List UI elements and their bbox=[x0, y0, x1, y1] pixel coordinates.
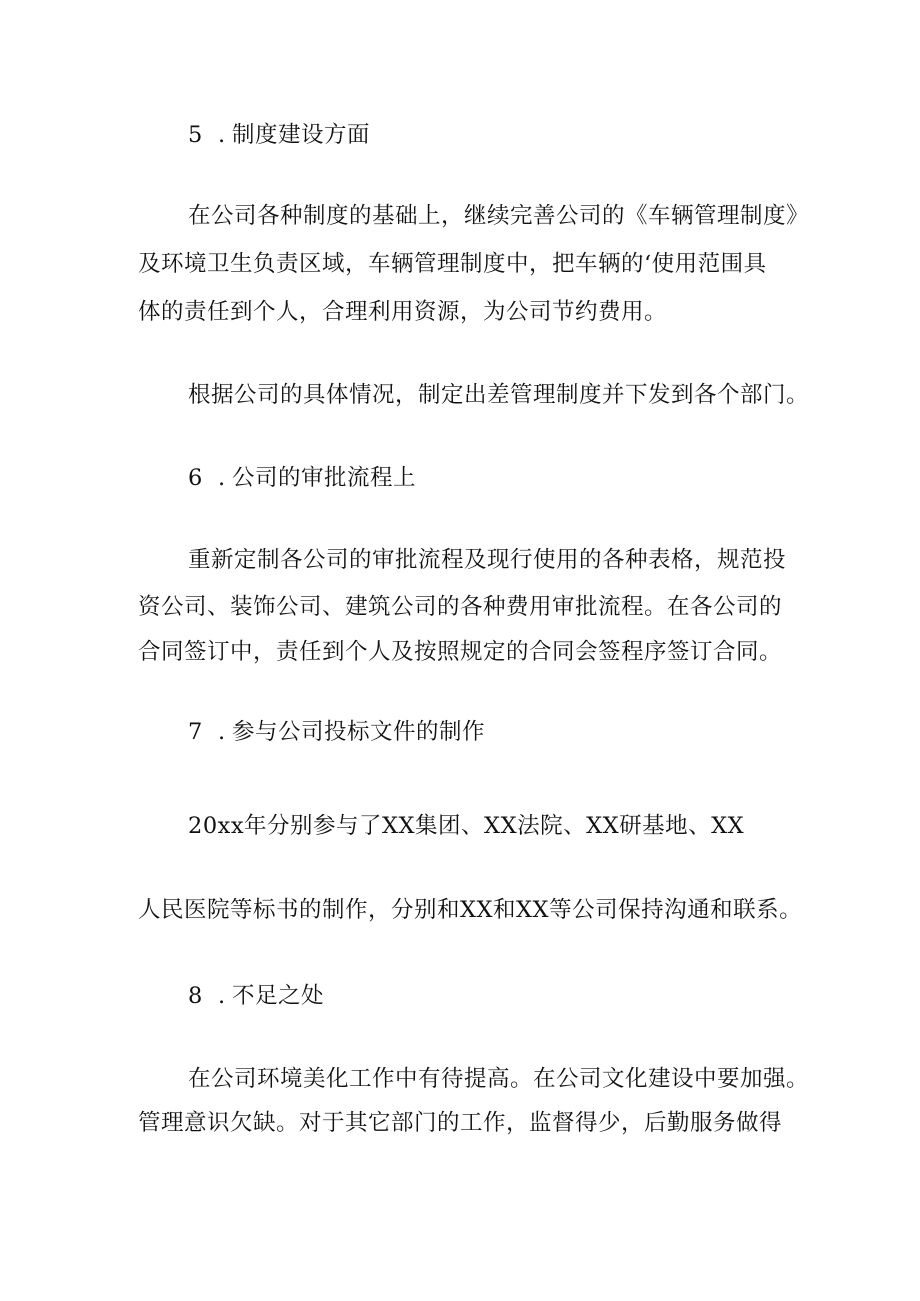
paragraph-line: 在公司环境美化工作中有待提高。在公司文化建设中要加强。 bbox=[188, 1066, 810, 1092]
section-heading bbox=[188, 463, 416, 493]
section-heading bbox=[188, 981, 324, 1011]
section-number: 5 bbox=[188, 122, 203, 148]
paragraph-line: 20xx年分别参与了XX集团、XX法院、XX研基地、XX bbox=[188, 813, 745, 839]
paragraph-line: 管理意识欠缺。对于其它部门的工作，监督得少，后勤服务做得 bbox=[138, 1110, 783, 1136]
section-number: 7 bbox=[188, 719, 203, 745]
section-title: 公司的审批流程上 bbox=[232, 465, 417, 491]
paragraph-line: 根据公司的具体情况，制定出差管理制度并下发到各个部门。 bbox=[188, 382, 810, 408]
paragraph-line: 在公司各种制度的基础上，继续完善公司的《车辆管理制度》 bbox=[188, 203, 810, 229]
paragraph-line: 人民医院等标书的制作，分别和XX和XX等公司保持沟通和联系。 bbox=[138, 897, 803, 923]
section-separator: . bbox=[218, 122, 226, 148]
section-separator: . bbox=[218, 465, 226, 491]
section-number: 6 bbox=[188, 465, 203, 491]
section-separator: . bbox=[218, 983, 226, 1009]
section-heading bbox=[188, 717, 485, 747]
paragraph-line: 重新定制各公司的审批流程及现行使用的各种表格，规范投 bbox=[188, 547, 787, 573]
paragraph-line: 体的责任到个人，合理利用资源，为公司节约费用。 bbox=[138, 299, 668, 325]
section-number: 8 bbox=[188, 983, 203, 1009]
section-separator: . bbox=[218, 719, 226, 745]
paragraph-line: 合同签订中，责任到个人及按照规定的合同会签程序签订合同。 bbox=[138, 639, 783, 665]
section-title: 参与公司投标文件的制作 bbox=[232, 719, 486, 745]
section-heading bbox=[188, 120, 370, 150]
paragraph-line: 及环境卫生负责区域，车辆管理制度中，把车辆的‘使用范围具 bbox=[138, 251, 767, 277]
section-title: 制度建设方面 bbox=[232, 122, 371, 148]
section-title: 不足之处 bbox=[232, 983, 325, 1009]
paragraph-line: 资公司、装饰公司、建筑公司的各种费用审批流程。在各公司的 bbox=[138, 594, 783, 620]
